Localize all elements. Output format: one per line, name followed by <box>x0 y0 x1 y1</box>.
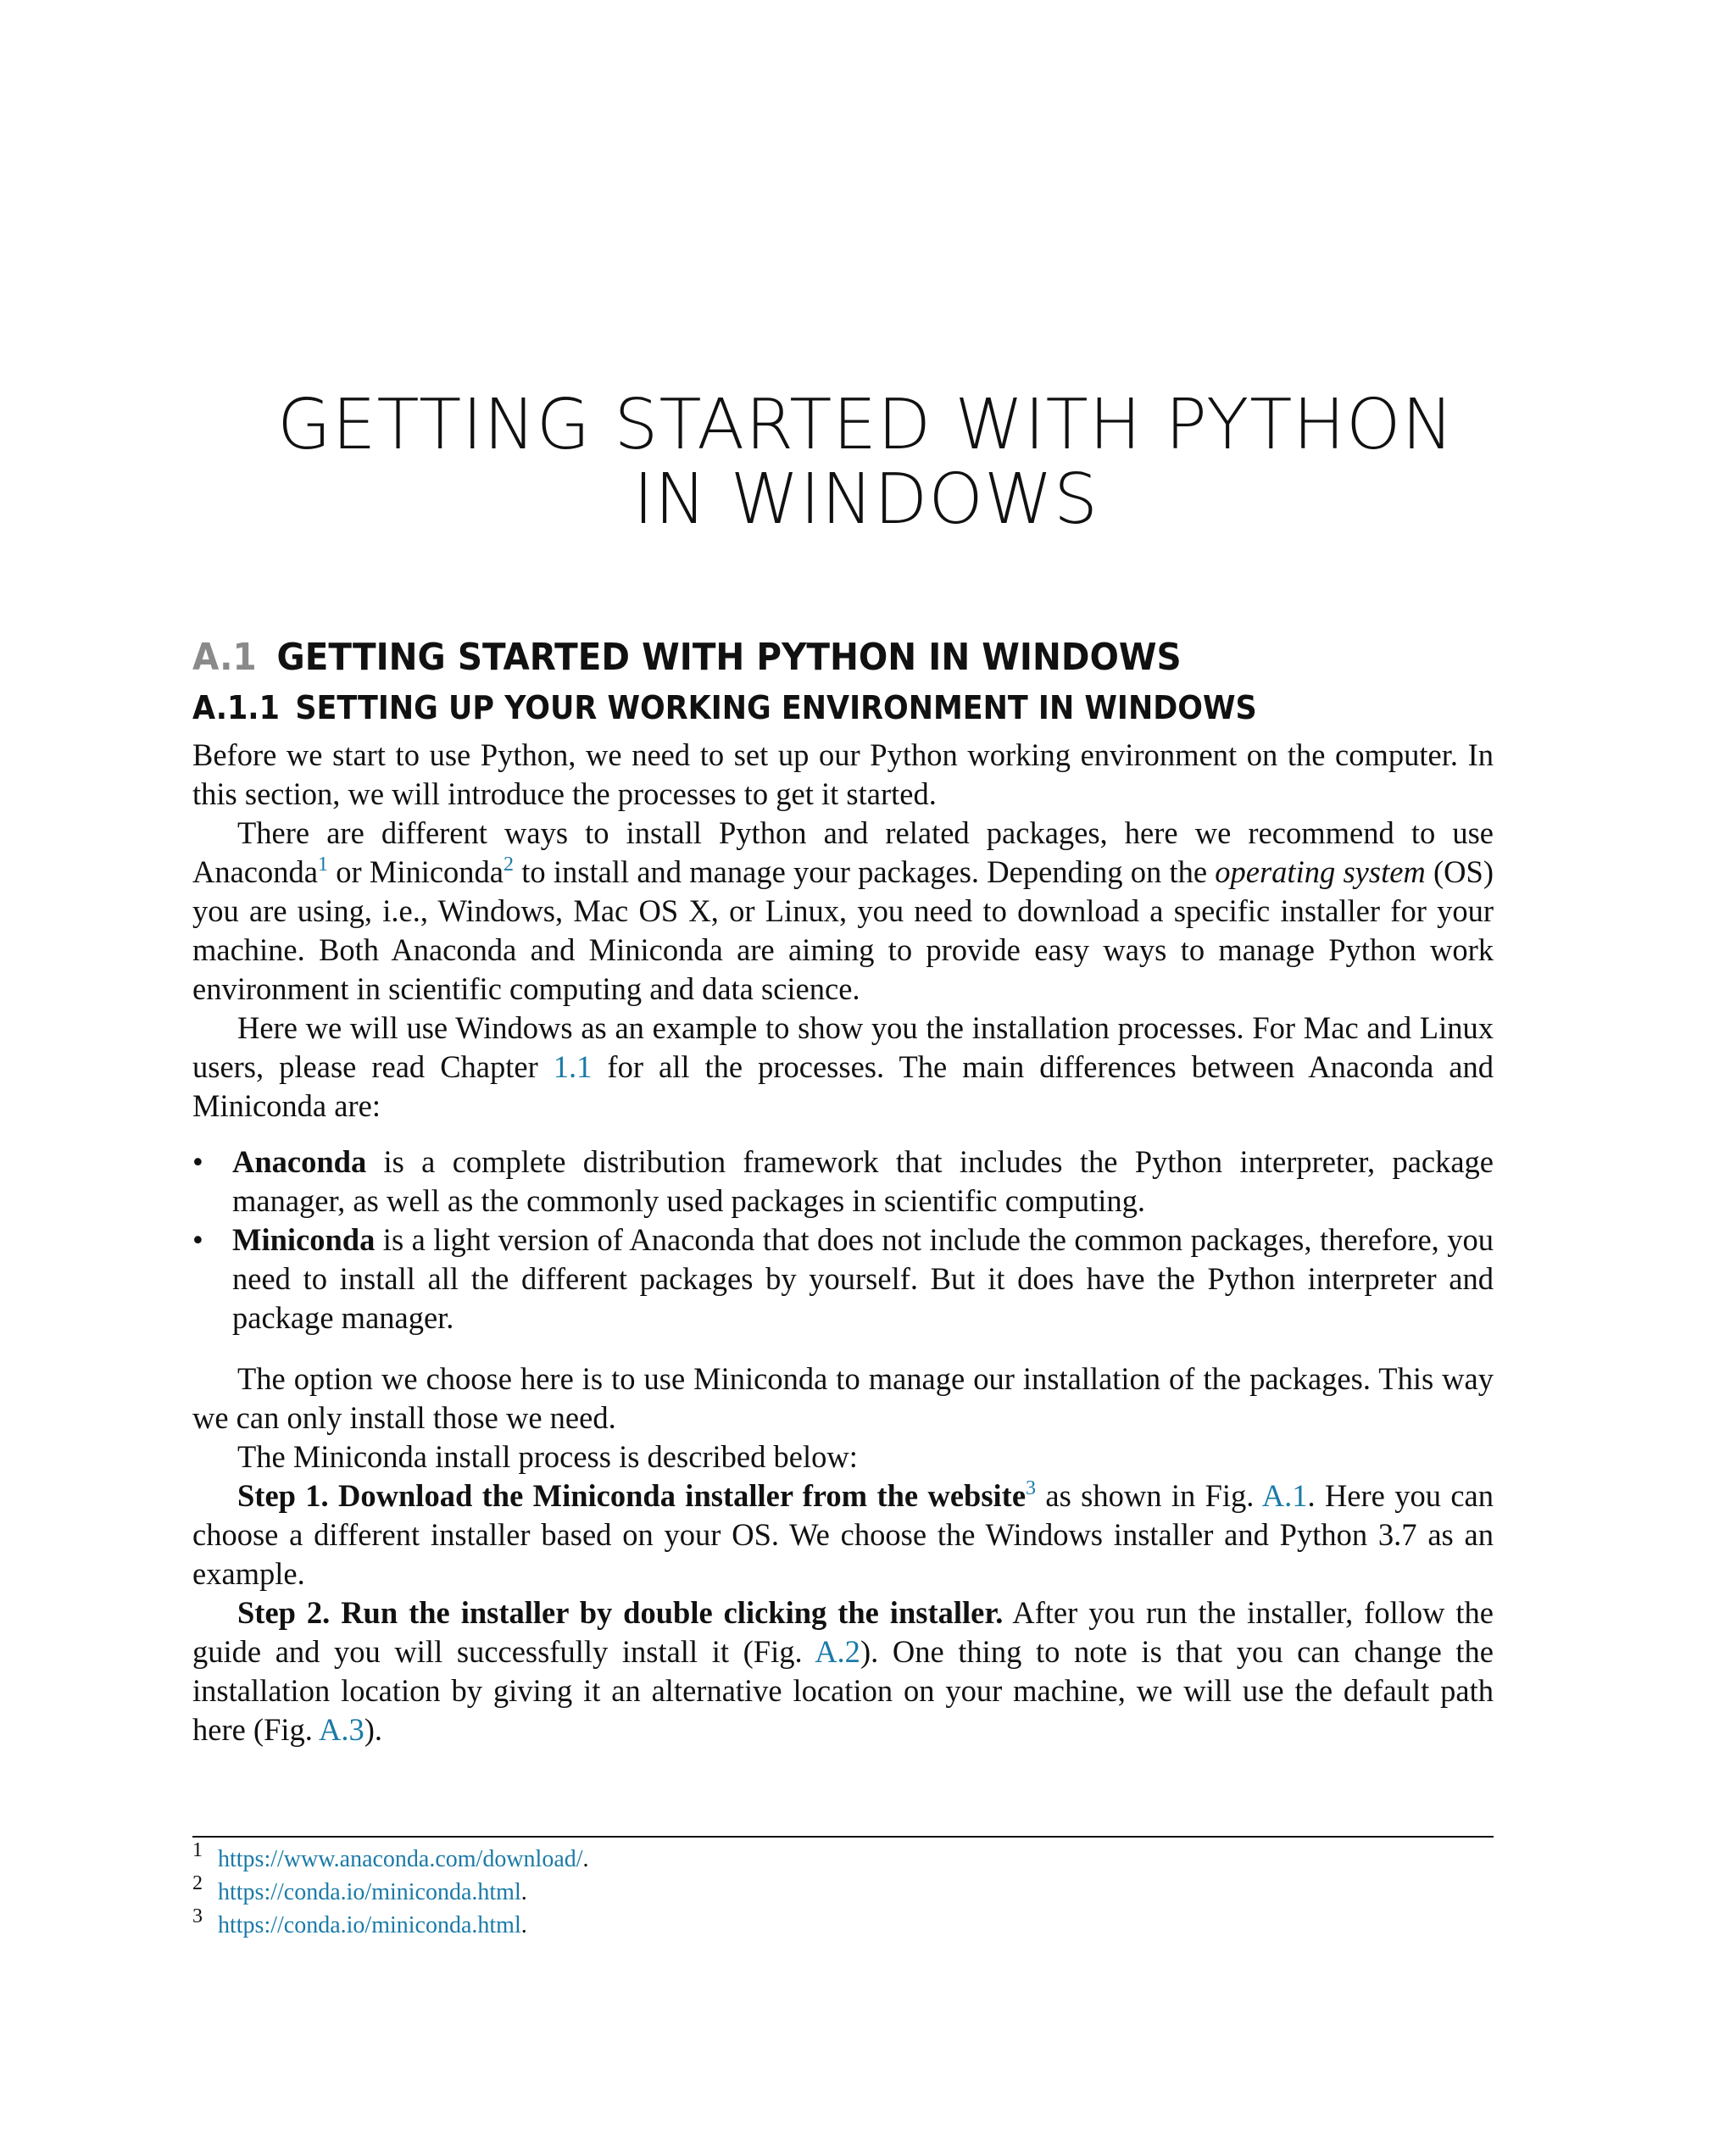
step-1-text-a: as shown in Fig. <box>1036 1478 1262 1513</box>
step-2-text-c: ). <box>364 1712 383 1747</box>
list-text: is a light version of Anaconda that does not include the common packages, therefore, you need to install all the different packages by yourself. But it does have the Python interpreter and package manager. <box>232 1222 1494 1335</box>
chapter-title-line-2: IN WINDOWS <box>632 459 1099 540</box>
p2-text-d: (OS) you are using, i.e., Windows, Mac OS X, or Linux, you need to download a specific installer for your machine. Both Anaconda and Miniconda are aiming to provide easy ways to manage Python work environment in scientific computing and data science. <box>192 854 1494 1006</box>
subsection-number: A.1.1 <box>192 689 280 726</box>
bullet-icon: • <box>192 1222 203 1257</box>
body-text <box>192 736 1494 1749</box>
list-term: Miniconda <box>232 1222 376 1257</box>
figure-ref-a1-link[interactable]: A.1 <box>1261 1478 1308 1513</box>
footnote-period: . <box>520 1912 527 1938</box>
footnote-1 <box>192 1839 1494 1876</box>
footnote-period: . <box>520 1879 527 1905</box>
list-item-miniconda <box>192 1221 1494 1337</box>
step-2-title: Step 2. Run the installer by double clicking the installer. <box>237 1595 1004 1630</box>
footnote-number: 3 <box>192 1905 203 1927</box>
paragraph-install-options <box>192 814 1494 1009</box>
footnote-number: 2 <box>192 1872 203 1894</box>
subsection-heading <box>192 688 1257 727</box>
footnote-period: . <box>582 1846 589 1872</box>
footnote-link[interactable]: https://conda.io/miniconda.html <box>218 1912 521 1938</box>
footnote-ref-3[interactable]: 3 <box>1026 1477 1037 1499</box>
paragraph-process: The Miniconda install process is described below: <box>237 1439 858 1474</box>
footnote-2 <box>192 1872 1494 1909</box>
paragraph-step-2 <box>192 1593 1494 1749</box>
figure-ref-a3-link[interactable]: A.3 <box>319 1712 364 1747</box>
section-title: GETTING STARTED WITH PYTHON IN WINDOWS <box>276 636 1182 679</box>
footnote-ref-1[interactable]: 1 <box>317 854 328 876</box>
p2-text-c: to install and manage your packages. Depending on the <box>514 854 1216 889</box>
list-term: Anaconda <box>232 1144 367 1179</box>
chapter-title-line-1: GETTING STARTED WITH PYTHON <box>277 385 1455 465</box>
footnote-link[interactable]: https://conda.io/miniconda.html <box>218 1879 521 1905</box>
p2-text-b: or Miniconda <box>327 854 504 889</box>
bullet-icon: • <box>192 1144 203 1179</box>
step-1-text-b: . Here you can choose a different installer based on your OS. We choose the Windows installer and Python 3.7 as an example. <box>192 1478 1494 1591</box>
differences-list <box>192 1143 1494 1337</box>
footnotes <box>192 1839 1494 1942</box>
list-item-anaconda <box>192 1143 1494 1221</box>
p3-text-a: Here we will use Windows as an example to show you the installation processes. For Mac and Linux users, please read Chapter <box>192 1010 1494 1084</box>
footnote-divider <box>192 1836 1494 1838</box>
section-heading <box>192 636 1182 680</box>
footnote-number: 1 <box>192 1839 203 1861</box>
p3-text-b: for all the processes. The main differences between Anaconda and Miniconda are: <box>192 1049 1494 1123</box>
chapter-title <box>192 385 1539 540</box>
step-1-title: Step 1. Download the Miniconda installer from the website <box>237 1478 1027 1513</box>
list-text: is a complete distribution framework that includes the Python interpreter, package manager, as well as the commonly used packages in scientific computing. <box>232 1144 1494 1218</box>
paragraph-step-1 <box>192 1476 1494 1593</box>
subsection-title: SETTING UP YOUR WORKING ENVIRONMENT IN WINDOWS <box>295 689 1257 726</box>
paragraph-windows-example <box>192 1009 1494 1126</box>
step-2-text-a: After you run the installer, follow the guide and you will successfully install it (Fig. <box>192 1595 1494 1669</box>
section-number: A.1 <box>192 636 257 679</box>
chapter-ref-link[interactable]: 1.1 <box>553 1049 593 1084</box>
p2-emphasis: operating system <box>1215 854 1426 889</box>
footnote-3 <box>192 1905 1494 1942</box>
step-2-text-b: ). One thing to note is that you can change the installation location by giving it an alternative location on your machine, we will use the default path here (Fig. <box>192 1634 1494 1747</box>
footnote-ref-2[interactable]: 2 <box>504 854 514 876</box>
paragraph-option: The option we choose here is to use Miniconda to manage our installation of the packages. This way we can only install those we need. <box>192 1361 1494 1435</box>
p2-text-a: There are different ways to install Python and related packages, here we recommend to use Anaconda <box>192 815 1494 889</box>
paragraph-intro: Before we start to use Python, we need to set up our Python working environment on the computer. In this section, we will introduce the processes to get it started. <box>192 737 1494 811</box>
figure-ref-a2-link[interactable]: A.2 <box>815 1634 860 1669</box>
footnote-link[interactable]: https://www.anaconda.com/download/ <box>218 1846 583 1872</box>
